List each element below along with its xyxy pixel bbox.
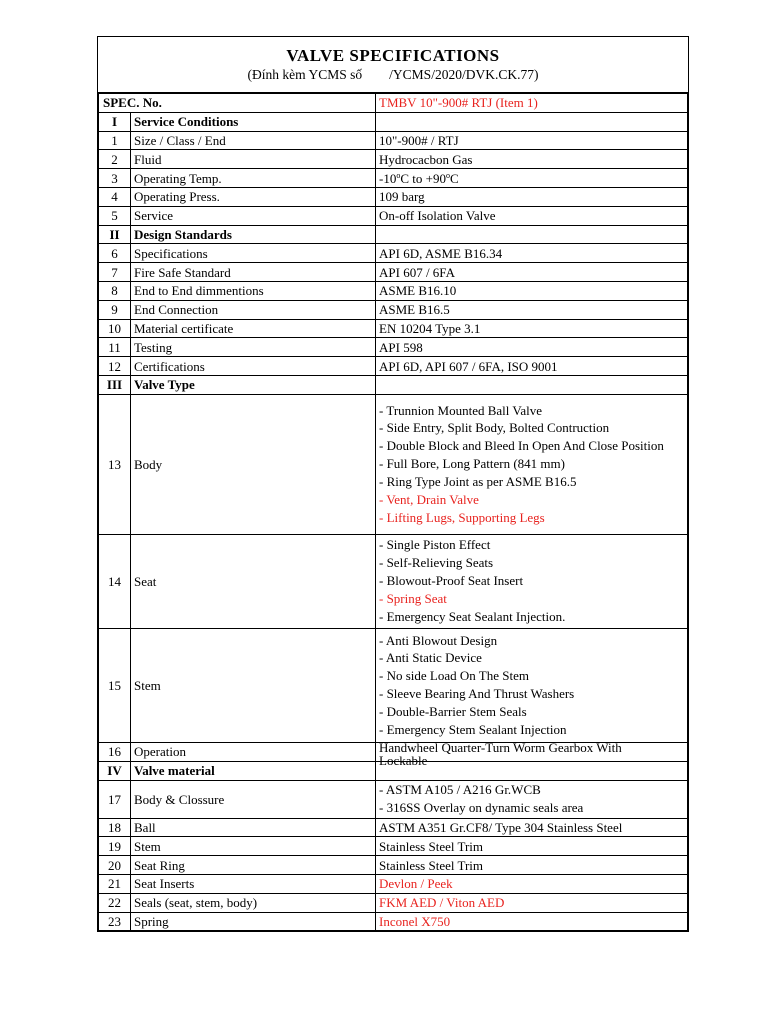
row-value (376, 169, 688, 188)
row-label: Testing (131, 338, 376, 357)
row-number: 17 (99, 780, 131, 818)
value-line: - 316SS Overlay on dynamic seals area (379, 800, 584, 816)
row-number: 13 (99, 394, 131, 534)
row-label: Seat Inserts (131, 874, 376, 893)
row-label: Body & Clossure (131, 780, 376, 818)
row-number: 15 (99, 628, 131, 742)
spec-row (99, 263, 688, 282)
value-line: - Blowout-Proof Seat Insert (379, 573, 524, 589)
row-label: Operation (131, 742, 376, 761)
row-number: 2 (99, 150, 131, 169)
row-number: 7 (99, 263, 131, 282)
row-value (376, 112, 688, 131)
section-row (99, 112, 688, 131)
temp-unit: C (449, 170, 459, 186)
title-block (98, 37, 688, 93)
spec-row (99, 818, 688, 837)
section-title: Valve material (131, 761, 376, 780)
sheet-subtitle: (Đính kèm YCMS số /YCMS/2020/DVK.CK.77) (247, 67, 539, 82)
value-line: - Spring Seat (379, 591, 447, 607)
row-value: Stainless Steel Trim (376, 837, 688, 856)
row-label: Seals (seat, stem, body) (131, 893, 376, 912)
spec-row (99, 912, 688, 931)
row-number: 12 (99, 357, 131, 376)
row-value (376, 534, 688, 628)
row-value: Stainless Steel Trim (376, 856, 688, 875)
row-value (376, 394, 688, 534)
row-value: 109 barg (376, 187, 688, 206)
spec-row (99, 742, 688, 761)
degree-sign: o (396, 170, 401, 180)
spec-row (99, 169, 688, 188)
row-value: 10"-900# / RTJ (376, 131, 688, 150)
row-number: 1 (99, 131, 131, 150)
value-line: - Double Block and Bleed In Open And Close Position (379, 438, 664, 454)
row-label: Certifications (131, 357, 376, 376)
row-number: 20 (99, 856, 131, 875)
value-line: Handwheel Quarter-Turn Worm Gearbox With (379, 739, 622, 755)
row-label: Operating Temp. (131, 169, 376, 188)
sheet-title: VALVE SPECIFICATIONS (286, 46, 500, 65)
row-value (376, 628, 688, 742)
value-line: - Emergency Seat Sealant Injection. (379, 609, 566, 625)
value-line: - Double-Barrier Stem Seals (379, 704, 527, 720)
row-number: 8 (99, 281, 131, 300)
row-value: API 607 / 6FA (376, 263, 688, 282)
row-label: Fluid (131, 150, 376, 169)
row-label: End to End dimmentions (131, 281, 376, 300)
row-value: Hydrocacbon Gas (376, 150, 688, 169)
row-number: 9 (99, 300, 131, 319)
row-label: Service (131, 206, 376, 225)
value-line: - Self-Relieving Seats (379, 555, 494, 571)
row-value: API 598 (376, 338, 688, 357)
value-line: - Lifting Lugs, Supporting Legs (379, 510, 545, 526)
row-value: API 6D, API 607 / 6FA, ISO 9001 (376, 357, 688, 376)
valve-spec-sheet (97, 36, 689, 932)
value-line: - Single Piston Effect (379, 537, 491, 553)
row-value: FKM AED / Viton AED (376, 893, 688, 912)
row-value: ASTM A351 Gr.CF8/ Type 304 Stainless Steel (376, 818, 688, 837)
row-number: 22 (99, 893, 131, 912)
value-line: - Full Bore, Long Pattern (841 mm) (379, 456, 565, 472)
row-value (376, 780, 688, 818)
degree-sign: o (445, 170, 450, 180)
spec-row (99, 187, 688, 206)
row-value (376, 375, 688, 394)
row-number: 18 (99, 818, 131, 837)
spec-row (99, 856, 688, 875)
row-number: 4 (99, 187, 131, 206)
value-line: - Ring Type Joint as per ASME B16.5 (379, 474, 577, 490)
spec-no-value: TMBV 10"-900# RTJ (Item 1) (376, 94, 688, 113)
row-label: Stem (131, 837, 376, 856)
row-label: End Connection (131, 300, 376, 319)
temp-from: -10 (379, 170, 397, 186)
row-label: Ball (131, 818, 376, 837)
value-line: - No side Load On The Stem (379, 668, 529, 684)
row-label: Operating Press. (131, 187, 376, 206)
row-number: 19 (99, 837, 131, 856)
spec-no-label: SPEC. No. (99, 94, 376, 113)
row-value: Devlon / Peek (376, 874, 688, 893)
spec-row (99, 394, 688, 534)
row-value: ASME B16.5 (376, 300, 688, 319)
value-line: - Trunnion Mounted Ball Valve (379, 402, 542, 418)
spec-row (99, 628, 688, 742)
spec-row (99, 244, 688, 263)
spec-no-row (99, 94, 688, 113)
value-line: Lockable (379, 752, 428, 768)
row-label: Body (131, 394, 376, 534)
row-value: ASME B16.10 (376, 281, 688, 300)
row-value: On-off Isolation Valve (376, 206, 688, 225)
value-line: - Emergency Stem Sealant Injection (379, 722, 567, 738)
row-value: EN 10204 Type 3.1 (376, 319, 688, 338)
spec-table (98, 93, 688, 931)
row-label: Stem (131, 628, 376, 742)
row-label: Seat Ring (131, 856, 376, 875)
spec-row (99, 837, 688, 856)
spec-row (99, 338, 688, 357)
spec-row (99, 300, 688, 319)
row-value (376, 739, 688, 768)
spec-row (99, 357, 688, 376)
row-label: Seat (131, 534, 376, 628)
value-line: - Anti Blowout Design (379, 632, 498, 648)
row-label: Size / Class / End (131, 131, 376, 150)
row-number: II (99, 225, 131, 244)
value-line: - Vent, Drain Valve (379, 492, 479, 508)
row-value (376, 225, 688, 244)
row-value: Inconel X750 (376, 912, 688, 931)
row-number: 10 (99, 319, 131, 338)
row-number: IV (99, 761, 131, 780)
row-number: 16 (99, 742, 131, 761)
value-line: - Side Entry, Split Body, Bolted Contruction (379, 420, 610, 436)
spec-row (99, 131, 688, 150)
section-title: Valve Type (131, 375, 376, 394)
spec-row (99, 780, 688, 818)
row-number: 11 (99, 338, 131, 357)
row-number: I (99, 112, 131, 131)
row-label: Specifications (131, 244, 376, 263)
row-number: 3 (99, 169, 131, 188)
spec-row (99, 319, 688, 338)
spec-row (99, 150, 688, 169)
row-number: 14 (99, 534, 131, 628)
row-number: 23 (99, 912, 131, 931)
row-number: 6 (99, 244, 131, 263)
row-number: 5 (99, 206, 131, 225)
spec-row (99, 534, 688, 628)
section-row (99, 375, 688, 394)
section-title: Design Standards (131, 225, 376, 244)
spec-row (99, 206, 688, 225)
section-row (99, 225, 688, 244)
spec-row (99, 874, 688, 893)
value-line: - Sleeve Bearing And Thrust Washers (379, 686, 575, 702)
row-value: API 6D, ASME B16.34 (376, 244, 688, 263)
row-label: Fire Safe Standard (131, 263, 376, 282)
row-label: Spring (131, 912, 376, 931)
row-number: III (99, 375, 131, 394)
row-label: Material certificate (131, 319, 376, 338)
spec-row (99, 281, 688, 300)
section-title: Service Conditions (131, 112, 376, 131)
value-line: - ASTM A105 / A216 Gr.WCB (379, 782, 541, 798)
spec-row (99, 893, 688, 912)
row-number: 21 (99, 874, 131, 893)
temp-mid: C to +90 (400, 170, 446, 186)
value-line: - Anti Static Device (379, 650, 482, 666)
